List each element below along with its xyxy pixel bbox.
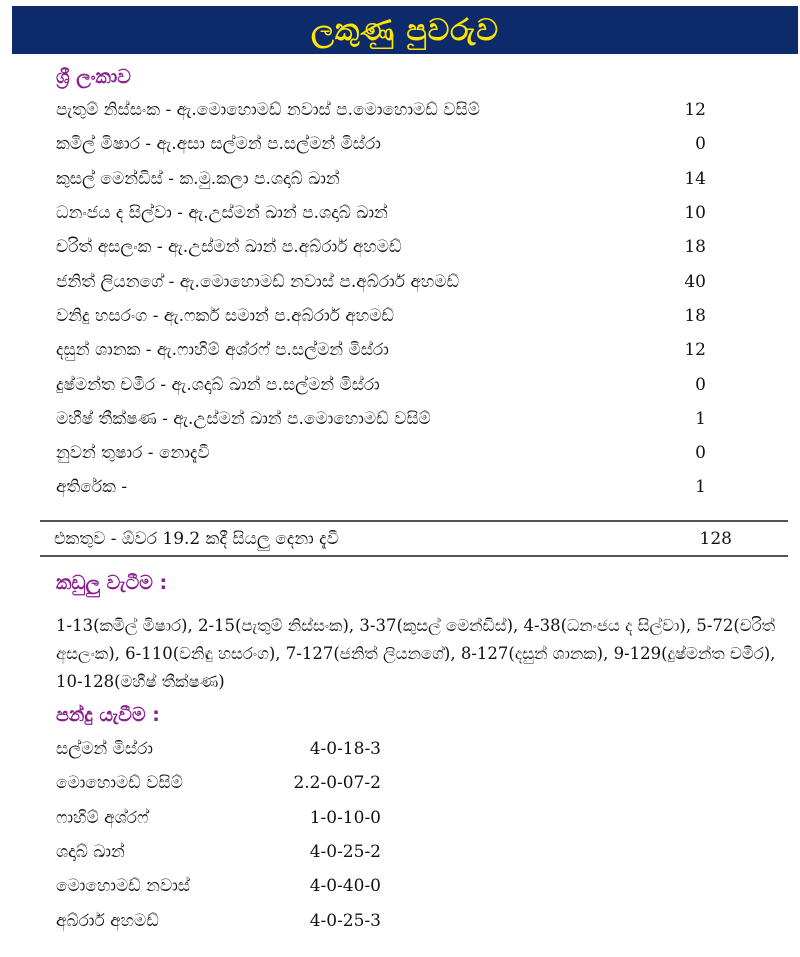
batter-runs: 0 (695, 134, 706, 155)
total-label: එකතුව - ඕවර 19.2 කදී සියලු දෙනා දැවී (54, 528, 339, 549)
bowler-figures: 1-0-10-0 (309, 807, 381, 828)
batter-runs: 40 (684, 271, 706, 292)
batting-row (56, 299, 706, 333)
extras-label: අතිරේක - (56, 477, 128, 498)
bowling-row (56, 766, 396, 800)
bowler-figures: 4-0-25-2 (309, 842, 381, 863)
total-runs: 128 (699, 528, 732, 549)
scorecard-header (12, 6, 798, 54)
bowling-row (56, 801, 396, 835)
bowling-row (56, 835, 396, 869)
bowler-name: ශදාබ් ඛාන් (56, 842, 125, 863)
total-row (40, 520, 788, 557)
bowler-name: මොහොමඩ් වසිම් (56, 773, 183, 794)
batting-row (56, 196, 706, 230)
batter-dismissal: පැතුම් නිස්සංක - ඇ.මොහොමඩ් නවාස් ප.මොහොමඩ් වසිම් (56, 100, 480, 121)
batter-dismissal: වනිදු හසරංග - ඇ.ෆකර් සමාන් ප.අබ්රාර් අහමඩ් (56, 305, 395, 326)
batting-row (56, 402, 706, 436)
bowler-name: සල්මන් මිස්රා (56, 739, 153, 760)
batting-row (56, 333, 706, 367)
batter-dismissal: චරිත් අසලංක - ඇ.උස්මන් ඛාන් ප.අබ්රාර් අහමඩ් (56, 237, 402, 258)
bowler-figures: 4-0-40-0 (309, 876, 381, 897)
batter-runs: 10 (684, 203, 706, 224)
bowling-row (56, 869, 396, 903)
batter-runs: 12 (684, 340, 706, 361)
batter-runs: 0 (695, 374, 706, 395)
batting-row (56, 93, 706, 127)
batting-row (56, 230, 706, 264)
batter-runs: 18 (684, 237, 706, 258)
batter-runs: 18 (684, 305, 706, 326)
batting-row (56, 436, 706, 470)
bowler-name: අබ්රාර් අහමඩ් (56, 910, 159, 931)
batter-dismissal: කමිල් මිෂාර - ඇ.අසා සල්මන් ප.සල්මන් මිස්රා (56, 134, 381, 155)
batting-table (56, 93, 706, 505)
bowling-heading: පන්දු යැවීම : (56, 704, 160, 726)
batter-dismissal: ධනංජය ද සිල්වා - ඇ.උස්මන් ඛාන් ප.ශදාබ් ඛාන් (56, 203, 388, 224)
batting-row (56, 264, 706, 298)
fall-of-wickets-heading: කඩුලු වැටීම : (56, 572, 168, 594)
fall-of-wickets-text: 1-13(කමිල් මිෂාර), 2-15(පැතුම් නිස්සංක), 3-37(කුසල් මෙන්ඩිස්), 4-38(ධනංජය ද සිල්වා), 5-72(චරිත් අසලංක), 6-110(වනිඳු හසරංග), 7-127(ජනිත් ලියනගේ), 8-127(දසුන් ශානක), 9-129(දුෂ්මන්ත චමීර), 10-128(මහීෂ් තීක්ෂණ) (56, 616, 776, 691)
bowler-figures: 4-0-18-3 (309, 739, 381, 760)
batting-row (56, 367, 706, 401)
bowler-figures: 2.2-0-07-2 (293, 773, 381, 794)
bowler-name: මොහොමඩ් නවාස් (56, 876, 191, 897)
batter-dismissal: දුෂ්මන්ත චමීර - ඇ.ශදාබ් ඛාන් ප.සල්මන් මිස්රා (56, 374, 380, 395)
team-heading: ශ්‍රී ලංකාව (56, 66, 131, 88)
bowling-row (56, 903, 396, 937)
batter-runs: 12 (684, 100, 706, 121)
batter-dismissal: නුවන් තුෂාර - නොදැවී (56, 443, 210, 464)
bowler-figures: 4-0-25-3 (309, 910, 381, 931)
batting-row (56, 162, 706, 196)
batter-dismissal: ජනිත් ලියනගේ - ඇ.මොහොමඩ් නවාස් ප.අබ්රාර් අහමඩ් (56, 271, 460, 292)
batter-dismissal: කුසල් මෙන්ඩිස් - ක.මු.කලා ප.ශදාබ් ඛාන් (56, 168, 340, 189)
extras-row (56, 470, 706, 504)
batter-runs: 0 (695, 443, 706, 464)
bowling-row (56, 732, 396, 766)
bowling-table (56, 732, 396, 938)
page-title: ලකුණු පුවරුව (311, 12, 499, 48)
batter-dismissal: දසුන් ශානක - ඇ.ෆාහිම් අශ්රෆ් ප.සල්මන් මිස්රා (56, 340, 389, 361)
batter-runs: 14 (684, 168, 706, 189)
extras-runs: 1 (695, 477, 706, 498)
batter-dismissal: මහීෂ් තීක්ෂණ - ඇ.උස්මන් ඛාන් ප.මොහොමඩ් වසිම් (56, 408, 431, 429)
bowler-name: ෆාහිම් අශ්රෆ් (56, 807, 149, 828)
batting-row (56, 127, 706, 161)
batter-runs: 1 (695, 408, 706, 429)
